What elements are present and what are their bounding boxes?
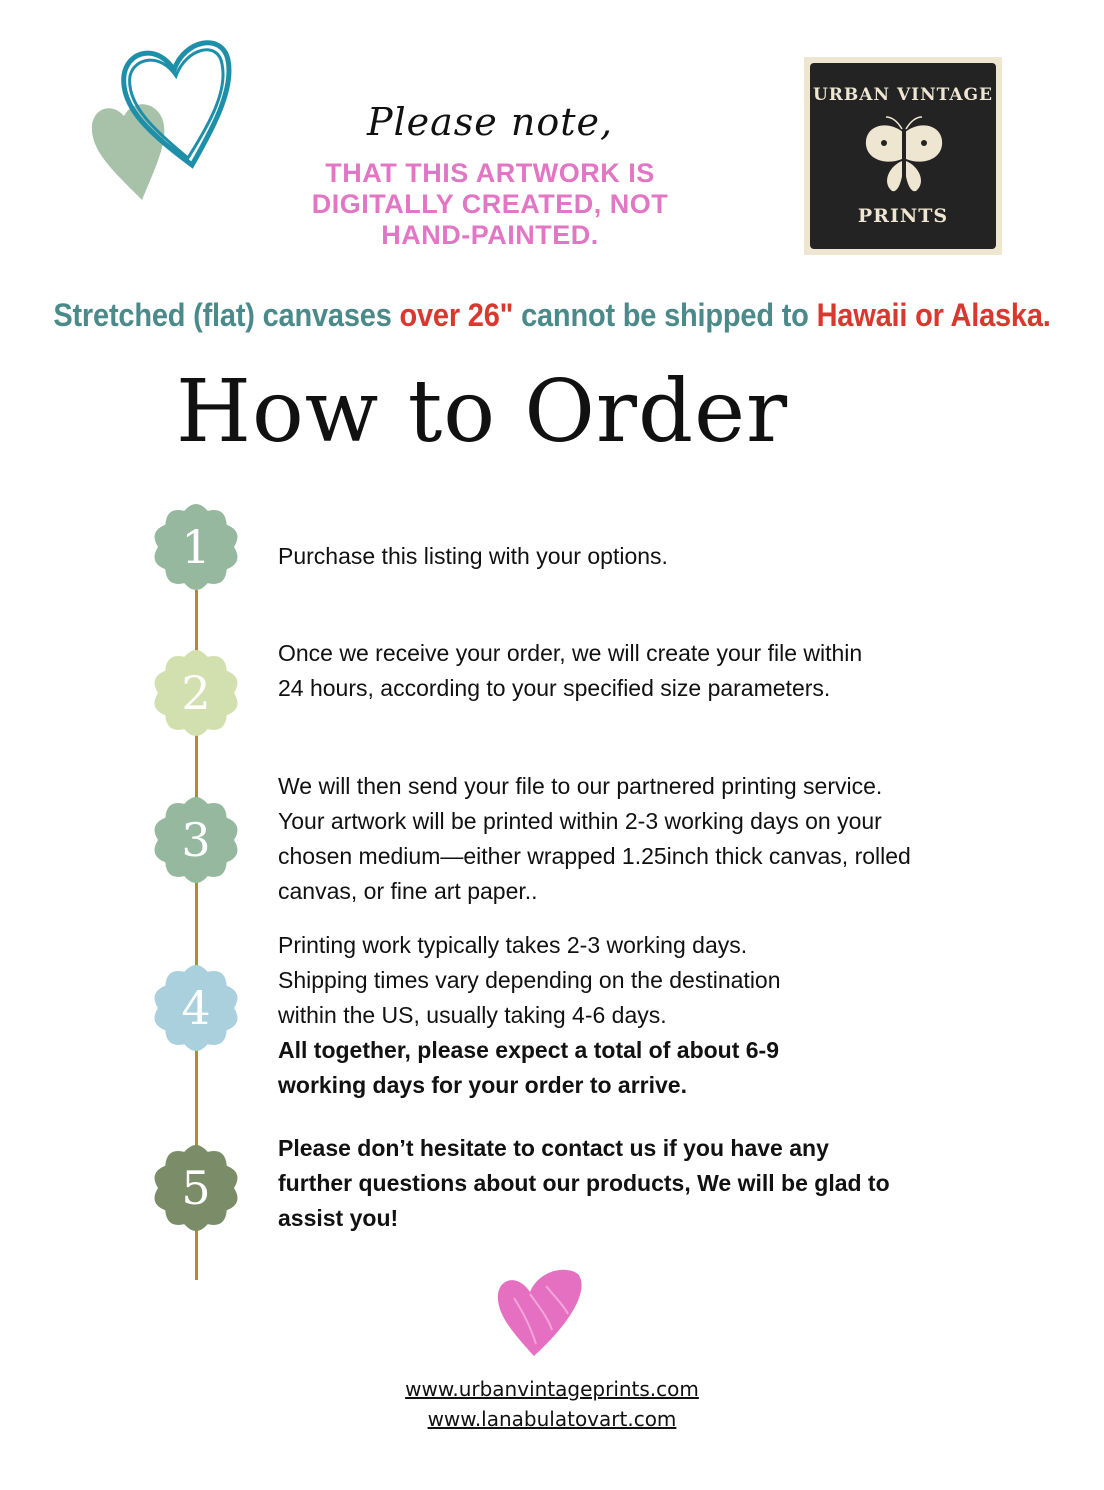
- step-badge-2: [148, 645, 244, 741]
- pink-heart-icon: [494, 1264, 586, 1358]
- notice-part-3: cannot be shipped to: [513, 298, 817, 334]
- urban-vintage-logo: [804, 57, 1002, 255]
- note-block: [290, 100, 690, 251]
- step-badge-1: [148, 499, 244, 595]
- logo-top-text: URBAN VINTAGE: [812, 85, 994, 105]
- step-number-4: 4: [181, 981, 211, 1035]
- step-text-3: We will then send your file to our partnered printing service. Your artwork will be printed within 2-3 working days on your chosen medium—either wrapped 1.25inch thick canvas, rolled canvas, or fine art paper..: [278, 773, 911, 904]
- step-number-2: 2: [181, 666, 211, 720]
- step-text-1: Purchase this listing with your options.: [278, 543, 668, 569]
- step-badge-5: [148, 1140, 244, 1236]
- moth-icon: [858, 111, 950, 203]
- how-to-order-title: How to Order: [176, 362, 789, 462]
- step-text-5: Please don’t hesitate to contact us if you have any further questions about our products, We will be glad to assist you!: [278, 1135, 890, 1231]
- shipping-notice: [0, 298, 1104, 335]
- link-urbanvintageprints[interactable]: www.urbanvintageprints.com: [405, 1377, 699, 1401]
- notice-part-2: over 26": [399, 298, 514, 334]
- step-badge-4: [148, 960, 244, 1056]
- logo-frame: [810, 63, 996, 249]
- logo-bottom-text: PRINTS: [857, 205, 949, 227]
- step-text-4: [278, 928, 838, 1103]
- footer-links: [0, 1374, 1104, 1434]
- notice-part-4: Hawaii or Alaska.: [816, 298, 1051, 334]
- step-badge-3: [148, 792, 244, 888]
- note-body: THAT THIS ARTWORK IS DIGITALLY CREATED, NOT HAND-PAINTED.: [311, 158, 669, 250]
- hearts-decoration-icon: [82, 30, 242, 210]
- step-text-4-regular: Printing work typically takes 2-3 working days. Shipping times vary depending on the destination within the US, usually taking 4-6 days.: [278, 932, 781, 1028]
- note-title: Please note,: [366, 100, 614, 144]
- step-text-2: Once we receive your order, we will create your file within 24 hours, according to your specified size parameters.: [278, 640, 863, 701]
- step-text-4-bold: All together, please expect a total of about 6-9 working days for your order to arrive.: [278, 1037, 780, 1098]
- step-number-3: 3: [181, 813, 211, 867]
- step-number-1: 1: [181, 520, 211, 574]
- link-lanabulatovart[interactable]: www.lanabulatovart.com: [427, 1407, 677, 1431]
- step-number-5: 5: [181, 1161, 211, 1215]
- notice-part-1: Stretched (flat) canvases: [53, 298, 400, 334]
